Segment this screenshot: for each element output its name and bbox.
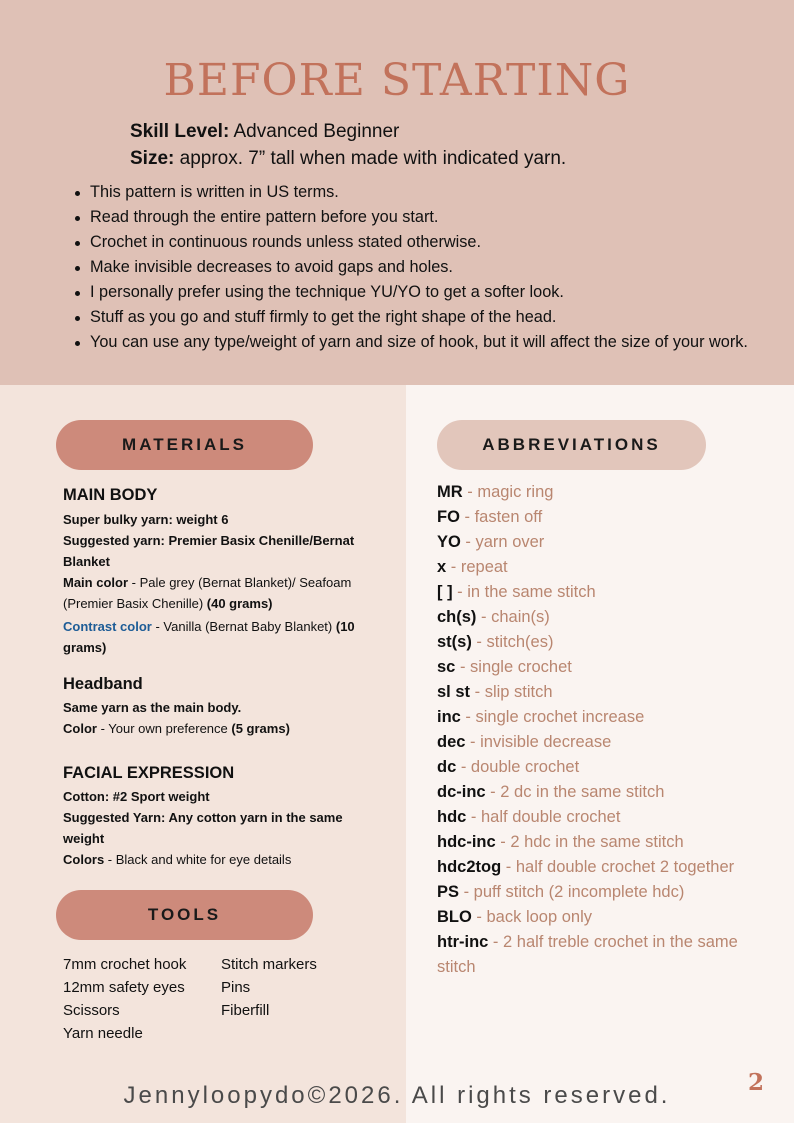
pattern-meta <box>130 118 566 172</box>
facial-title: FACIAL EXPRESSION <box>63 764 235 782</box>
page-title: BEFORE STARTING <box>163 55 631 106</box>
abbr-item: sl st - slip stitch <box>437 683 553 701</box>
copyright-footer: Jennyloopydo©2026. All rights reserved. <box>123 1082 671 1109</box>
headband-yarn: Same yarn as the main body. <box>63 700 242 715</box>
abbr-item: [ ] - in the same stitch <box>437 583 596 601</box>
main-body-title: MAIN BODY <box>63 486 158 504</box>
facial-colors: Colors - Black and white for eye details <box>63 852 292 867</box>
tool-item: Stitch markers <box>221 956 317 973</box>
note-item: This pattern is written in US terms. <box>72 180 772 205</box>
abbr-item: hdc2tog - half double crochet 2 together <box>437 858 735 876</box>
notes-list <box>72 180 772 355</box>
abbreviations-heading: ABBREVIATIONS <box>437 420 706 470</box>
note-item: Stuff as you go and stuff firmly to get the right shape of the head. <box>72 305 772 330</box>
tools-column-1 <box>63 953 186 1045</box>
note-item: Make invisible decreases to avoid gaps and holes. <box>72 255 772 280</box>
abbr-item: FO - fasten off <box>437 508 543 526</box>
tool-item: Yarn needle <box>63 1025 143 1042</box>
tools-column-2 <box>221 953 317 1022</box>
abbr-item: inc - single crochet increase <box>437 708 645 726</box>
abbr-item: BLO - back loop only <box>437 908 592 926</box>
tool-item: Pins <box>221 979 251 996</box>
abbr-item: YO - yarn over <box>437 533 545 551</box>
abbr-item: htr-inc - 2 half treble crochet in the same stitch <box>437 933 738 976</box>
suggested-yarn: Suggested yarn: Premier Basix Chenille/Bernat Blanket <box>63 533 355 569</box>
abbr-item: x - repeat <box>437 558 508 576</box>
note-item: Crochet in continuous rounds unless stated otherwise. <box>72 230 772 255</box>
note-item: Read through the entire pattern before you start. <box>72 205 772 230</box>
headband-color: Color - Your own preference (5 grams) <box>63 721 290 736</box>
note-item: You can use any type/weight of yarn and size of hook, but it will affect the size of your work. <box>72 330 772 355</box>
headband-title: Headband <box>63 675 143 693</box>
headband-section <box>63 673 373 739</box>
facial-suggested-yarn: Suggested Yarn: Any cotton yarn in the same weight <box>63 810 343 846</box>
size-info: Size: approx. 7” tall when made with indicated yarn. <box>130 148 567 169</box>
abbr-item: dec - invisible decrease <box>437 733 612 751</box>
abbreviations-list <box>437 480 767 980</box>
abbr-item: sc - single crochet <box>437 658 572 676</box>
abbr-item: dc-inc - 2 dc in the same stitch <box>437 783 665 801</box>
abbr-item: PS - puff stitch (2 incomplete hdc) <box>437 883 685 901</box>
tool-item: 12mm safety eyes <box>63 979 185 996</box>
main-color: Main color - Pale grey (Bernat Blanket)/ Seafoam (Premier Basix Chenille) (40 grams) <box>63 575 352 611</box>
abbr-item: MR - magic ring <box>437 483 554 501</box>
note-item: I personally prefer using the technique YU/YO to get a softer look. <box>72 280 772 305</box>
abbr-item: hdc-inc - 2 hdc in the same stitch <box>437 833 684 851</box>
main-body-section <box>63 484 373 658</box>
abbr-item: ch(s) - chain(s) <box>437 608 550 626</box>
page-number: 2 <box>748 1069 765 1096</box>
abbr-item: st(s) - stitch(es) <box>437 633 554 651</box>
materials-heading: MATERIALS <box>56 420 313 470</box>
facial-section <box>63 762 373 870</box>
abbr-item: hdc - half double crochet <box>437 808 621 826</box>
abbr-item: dc - double crochet <box>437 758 580 776</box>
contrast-color: Contrast color - Vanilla (Bernat Baby Blanket) (10 grams) <box>63 619 355 655</box>
tool-item: 7mm crochet hook <box>63 956 187 973</box>
yarn-weight: Super bulky yarn: weight 6 <box>63 512 229 527</box>
tool-item: Scissors <box>63 1002 120 1019</box>
tool-item: Fiberfill <box>221 1002 270 1019</box>
tools-heading: TOOLS <box>56 890 313 940</box>
skill-level: Skill Level: Advanced Beginner <box>130 121 400 142</box>
cotton-weight: Cotton: #2 Sport weight <box>63 789 210 804</box>
